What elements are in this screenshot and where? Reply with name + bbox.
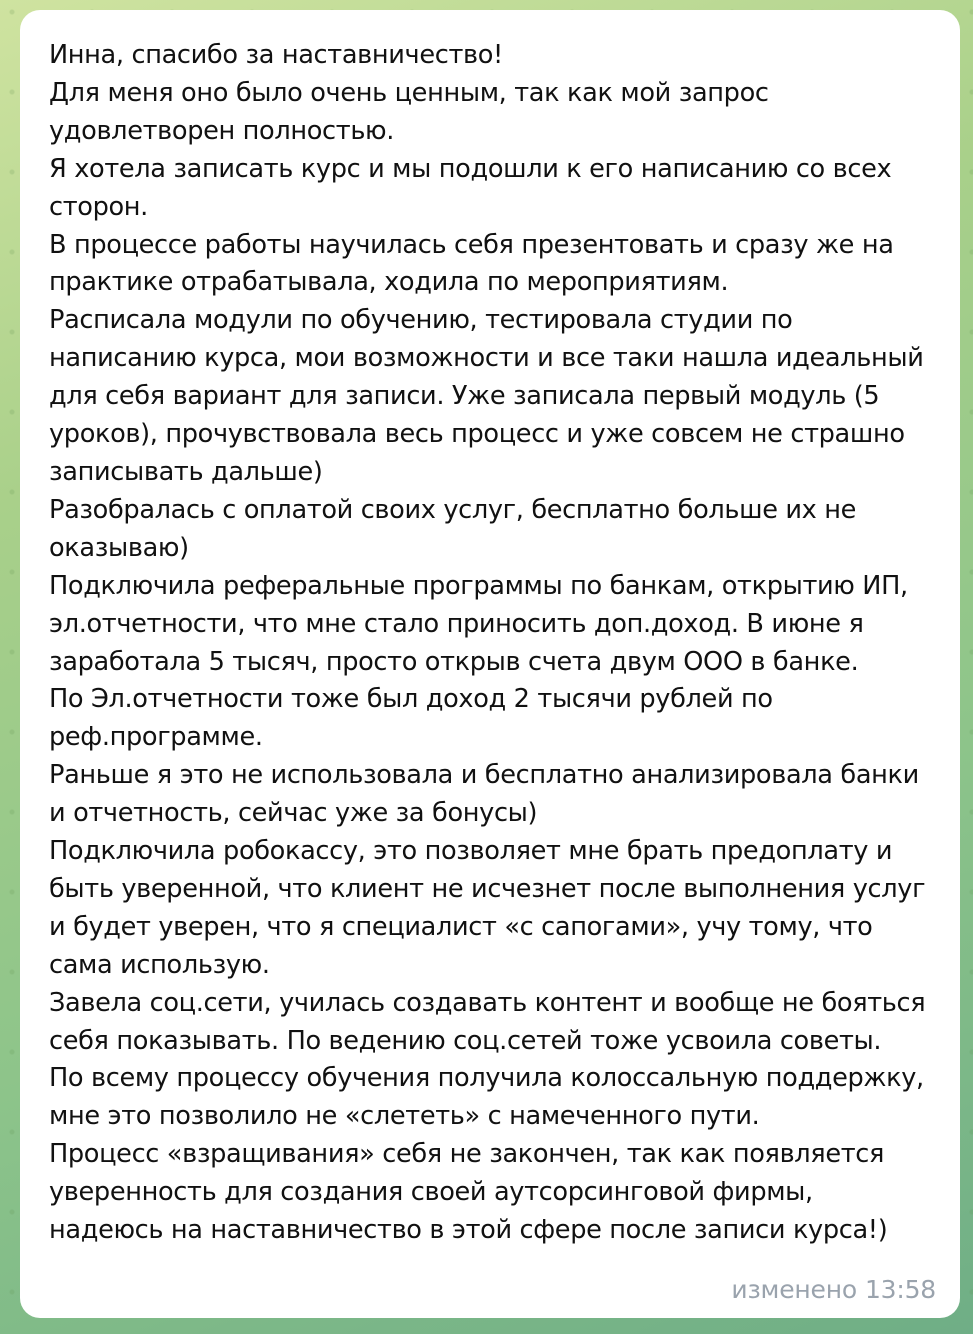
message-text: Инна, спасибо за наставничество! Для меня оно было очень ценным, так как мой запрос удовлетворен полностью. Я хотела записать курс и мы подошли к его написанию со всех сторон. В процессе работы научилась себя презентовать и сразу же на практике отрабатывала, ходила по мероприятиям. Расписала модули по обучению, тестировала студии по написанию курса, мои возможности и все таки нашла идеальный для себя вариант для записи. Уже записала первый модуль (5 уроков), прочувствовала весь процесс и уже совсем не страшно записывать дальше) Разобралась с оплатой своих услуг, бесплатно больше их не оказываю) Подключила реферальные программы по банкам, открытию ИП, эл.отчетности, что мне стало приносить доп.доход. В июне я заработала 5 тысяч, просто открыв счета двум ООО в банке. По Эл.отчетности тоже был доход 2 тысячи рублей по реф.программе. Раньше я это не использовала и бесплатно анализировала банки и отчетность, сейчас уже за бонусы) Подключила робокассу, это позволяет мне брать предоплату и быть уверенной, что клиент не исчезнет после выполнения услуг и будет уверен, что я специалист «с сапогами», учу тому, что сама использую. Завела соц.сети, училась создавать контент и вообще не бояться себя показывать. По ведению соц.сетей тоже усвоила советы. По всему процессу обучения получила колоссальную поддержку, мне это позволило не «слететь» с намеченного пути. Процесс «взращивания» себя не закончен, так как появляется уверенность для создания своей аутсорсинговой фирмы, надеюсь на наставничество в этой сфере после записи курса!) xyxy=(49,40,926,1246)
edited-label: изменено xyxy=(731,1275,857,1304)
message-meta xyxy=(731,1275,936,1304)
message-time: 13:58 xyxy=(864,1275,936,1304)
message-bubble[interactable] xyxy=(20,10,960,1318)
